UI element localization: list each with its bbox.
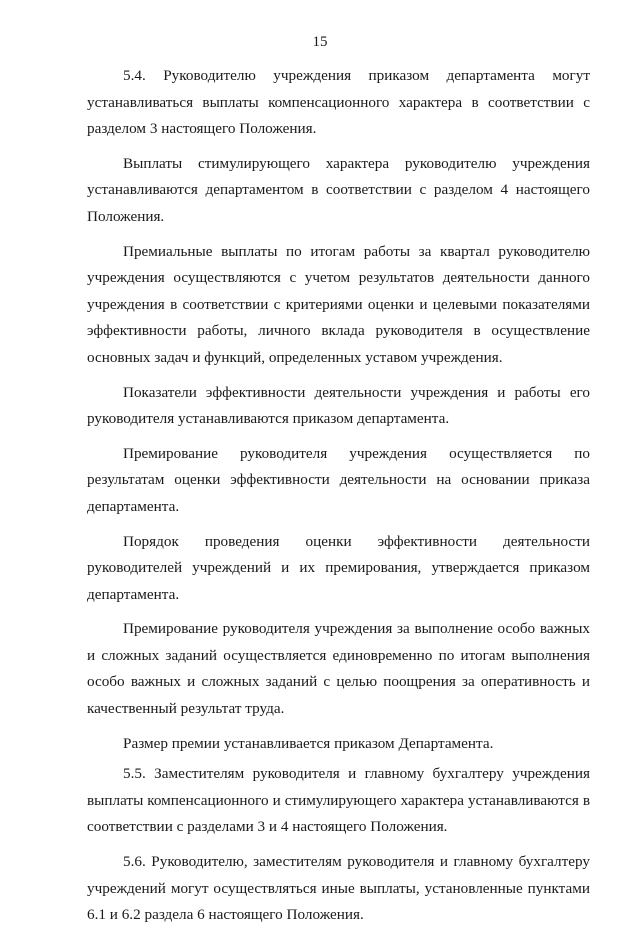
paragraph-bonus-amount: Размер премии устанавливается приказом Департамента. (123, 734, 494, 752)
paragraph-evaluation-procedure: Порядок проведения оценки эффективности деятельности руководителей учреждений и их премирования, утверждается приказом департамента. (87, 532, 590, 603)
paragraph-incentive-payments: Выплаты стимулирующего характера руководителю учреждения устанавливаются департаментом в соответствии с разделом 4 настоящего Положения. (87, 154, 590, 225)
paragraph-special-tasks-bonus: Премирование руководителя учреждения за выполнение особо важных и сложных заданий осуществляется единовременно по итогам выполнения особо важных и сложных заданий с целью поощрения за оперативность и качественный результат труда. (87, 620, 590, 718)
document-body (87, 63, 590, 937)
paragraph-5-6: 5.6. Руководителю, заместителям руководителя и главному бухгалтеру учреждений могут осуществляться иные выплаты, установленные пунктами 6.1 и 6.2 раздела 6 настоящего Положения. (87, 853, 590, 924)
paragraph-5-4: 5.4. Руководителю учреждения приказом департамента могут устанавливаться выплаты компенсационного характера в соответствии с разделом 3 настоящего Положения. (87, 67, 590, 138)
paragraph-efficiency-indicators: Показатели эффективности деятельности учреждения и работы его руководителя устанавливаются приказом департамента. (87, 383, 590, 428)
paragraph-5-5: 5.5. Заместителям руководителя и главному бухгалтеру учреждения выплаты компенсационного и стимулирующего характера устанавливаются в соответствии с разделами 3 и 4 настоящего Положения. (87, 765, 590, 836)
page-number: 15 (312, 34, 328, 50)
paragraph-quarterly-bonus: Премиальные выплаты по итогам работы за квартал руководителю учреждения осуществляются с учетом результатов деятельности данного учреждения в соответствии с критериями оценки и целевыми показателями эффективности работы, личного вклада руководителя в осуществление основных задач и функций, определенных уставом учреждения. (87, 242, 590, 366)
paragraph-bonus-basis: Премирование руководителя учреждения осуществляется по результатам оценки эффективности деятельности на основании приказа департамента. (87, 444, 590, 515)
